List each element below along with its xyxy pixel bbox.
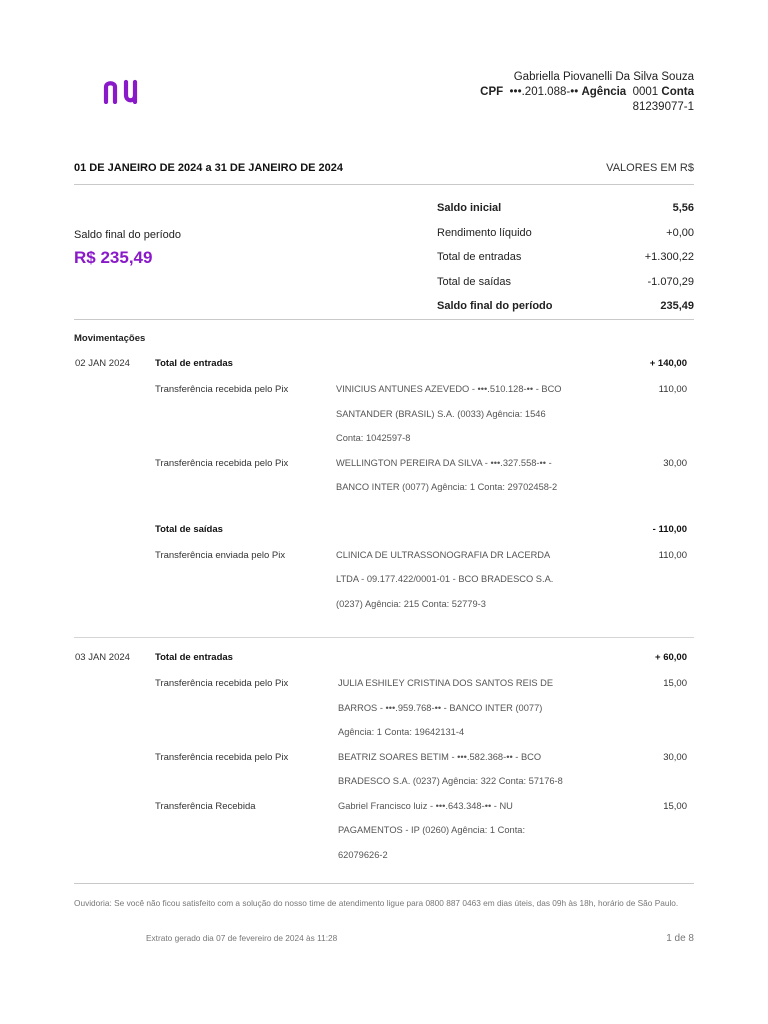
- group-title: Total de entradas: [155, 652, 233, 663]
- divider: [74, 184, 694, 185]
- agencia-value: 0001: [632, 86, 659, 98]
- movements-title: Movimentações: [74, 333, 146, 344]
- currency-note: VALORES EM R$: [606, 162, 694, 174]
- page-number: 1 de 8: [666, 933, 694, 944]
- summary-row: [437, 294, 694, 319]
- description-line: VINICIUS ANTUNES AZEVEDO - •••.510.128-•• - BCO: [336, 384, 562, 394]
- transaction-type: Transferência Recebida: [155, 800, 256, 812]
- transaction-description: [336, 543, 596, 617]
- nubank-logo: [102, 78, 150, 104]
- description-line: LTDA - 09.177.422/0001-01 - BCO BRADESCO S.A.: [336, 574, 554, 584]
- account-details-line: [480, 85, 694, 100]
- summary-row: [437, 270, 694, 295]
- transaction-description: [338, 745, 598, 794]
- summary-label: Saldo inicial: [437, 202, 502, 215]
- summary-label: Total de entradas: [437, 251, 522, 264]
- summary-value: -1.070,29: [647, 275, 694, 288]
- summary-value: +1.300,22: [644, 251, 694, 264]
- group-total: + 140,00: [649, 358, 687, 369]
- divider: [74, 319, 694, 320]
- conta-label: Conta: [661, 86, 694, 98]
- description-line: (0237) Agência: 215 Conta: 52779-3: [336, 598, 486, 609]
- summary-label: Total de saídas: [437, 275, 511, 288]
- description-line: SANTANDER (BRASIL) S.A. (0033) Agência: 1546: [336, 408, 546, 419]
- summary-label: Rendimento líquido: [437, 226, 532, 239]
- cpf-label: CPF: [480, 86, 504, 98]
- description-line: BEATRIZ SOARES BETIM - •••.582.368-•• - BCO: [338, 751, 542, 762]
- description-line: BARROS - •••.959.768-•• - BANCO INTER (0077): [338, 702, 543, 713]
- transaction-amount: 30,00: [663, 457, 687, 469]
- agencia-label: Agência: [581, 86, 627, 98]
- holder-name: Gabriella Piovanelli Da Silva Souza: [513, 71, 694, 83]
- description-line: CLINICA DE ULTRASSONOGRAFIA DR LACERDA: [336, 549, 551, 560]
- transaction-description: [338, 671, 598, 745]
- transaction-description: [336, 451, 596, 500]
- transaction-amount: 15,00: [663, 678, 687, 689]
- description-line: 62079626-2: [338, 849, 388, 860]
- transaction-amount: 110,00: [658, 549, 687, 561]
- group-title: Total de saídas: [155, 523, 223, 535]
- statement-period-row: [74, 162, 694, 178]
- group-total: + 60,00: [655, 652, 687, 663]
- summary-row: [437, 221, 694, 246]
- transaction-amount: 110,00: [658, 384, 687, 395]
- balance-summary: [437, 196, 694, 319]
- conta-value: 81239077-1: [632, 101, 694, 113]
- summary-value: +0,00: [666, 226, 694, 239]
- transaction-type: Transferência recebida pelo Pix: [155, 751, 289, 763]
- summary-row: [437, 196, 694, 221]
- final-balance-label: Saldo final do período: [74, 229, 182, 241]
- transaction-type: Transferência enviada pelo Pix: [155, 549, 286, 561]
- cpf-value: •••.201.088-••: [509, 86, 579, 98]
- description-line: Agência: 1 Conta: 19642131-4: [338, 727, 465, 737]
- statement-period: 01 DE JANEIRO DE 2024 a 31 DE JANEIRO DE 2024: [74, 162, 344, 174]
- transaction-description: [338, 794, 598, 868]
- generated-timestamp: Extrato gerado dia 07 de fevereiro de 2024 às 11:28: [146, 933, 338, 943]
- ouvidoria-note: Ouvidoria: Se você não ficou satisfeito com a solução do nosso time de atendimento ligue para 0800 887 0463 em dias úteis, das 09h às 18h, horário de São Paulo.: [74, 898, 679, 908]
- transaction-type: Transferência recebida pelo Pix: [155, 678, 289, 689]
- description-line: PAGAMENTOS - IP (0260) Agência: 1 Conta:: [338, 825, 526, 835]
- group-title: Total de entradas: [155, 358, 233, 369]
- description-line: BRADESCO S.A. (0237) Agência: 322 Conta: 57176-8: [338, 776, 563, 786]
- transaction-amount: 15,00: [663, 800, 687, 812]
- summary-value: 5,56: [672, 202, 694, 215]
- description-line: Conta: 1042597-8: [336, 433, 411, 443]
- transaction-amount: 30,00: [663, 751, 687, 763]
- description-line: JULIA ESHILEY CRISTINA DOS SANTOS REIS DE: [338, 678, 554, 688]
- account-holder-info: [480, 70, 694, 115]
- final-balance-value: R$ 235,49: [74, 248, 153, 267]
- summary-value: 235,49: [660, 300, 694, 313]
- transaction-type: Transferência recebida pelo Pix: [155, 457, 289, 469]
- description-line: WELLINGTON PEREIRA DA SILVA - •••.327.558-•• -: [336, 457, 552, 468]
- group-total: - 110,00: [652, 523, 687, 535]
- transaction-description: [336, 377, 596, 451]
- day-date: 02 JAN 2024: [75, 358, 130, 369]
- day-date: 03 JAN 2024: [75, 652, 130, 663]
- description-line: Gabriel Francisco luiz - •••.643.348-•• - NU: [338, 800, 513, 811]
- summary-row: [437, 245, 694, 270]
- description-line: BANCO INTER (0077) Agência: 1 Conta: 29702458-2: [336, 482, 558, 492]
- day-divider: [74, 637, 694, 638]
- summary-label: Saldo final do período: [437, 300, 553, 313]
- transaction-type: Transferência recebida pelo Pix: [155, 384, 289, 395]
- divider: [74, 883, 694, 884]
